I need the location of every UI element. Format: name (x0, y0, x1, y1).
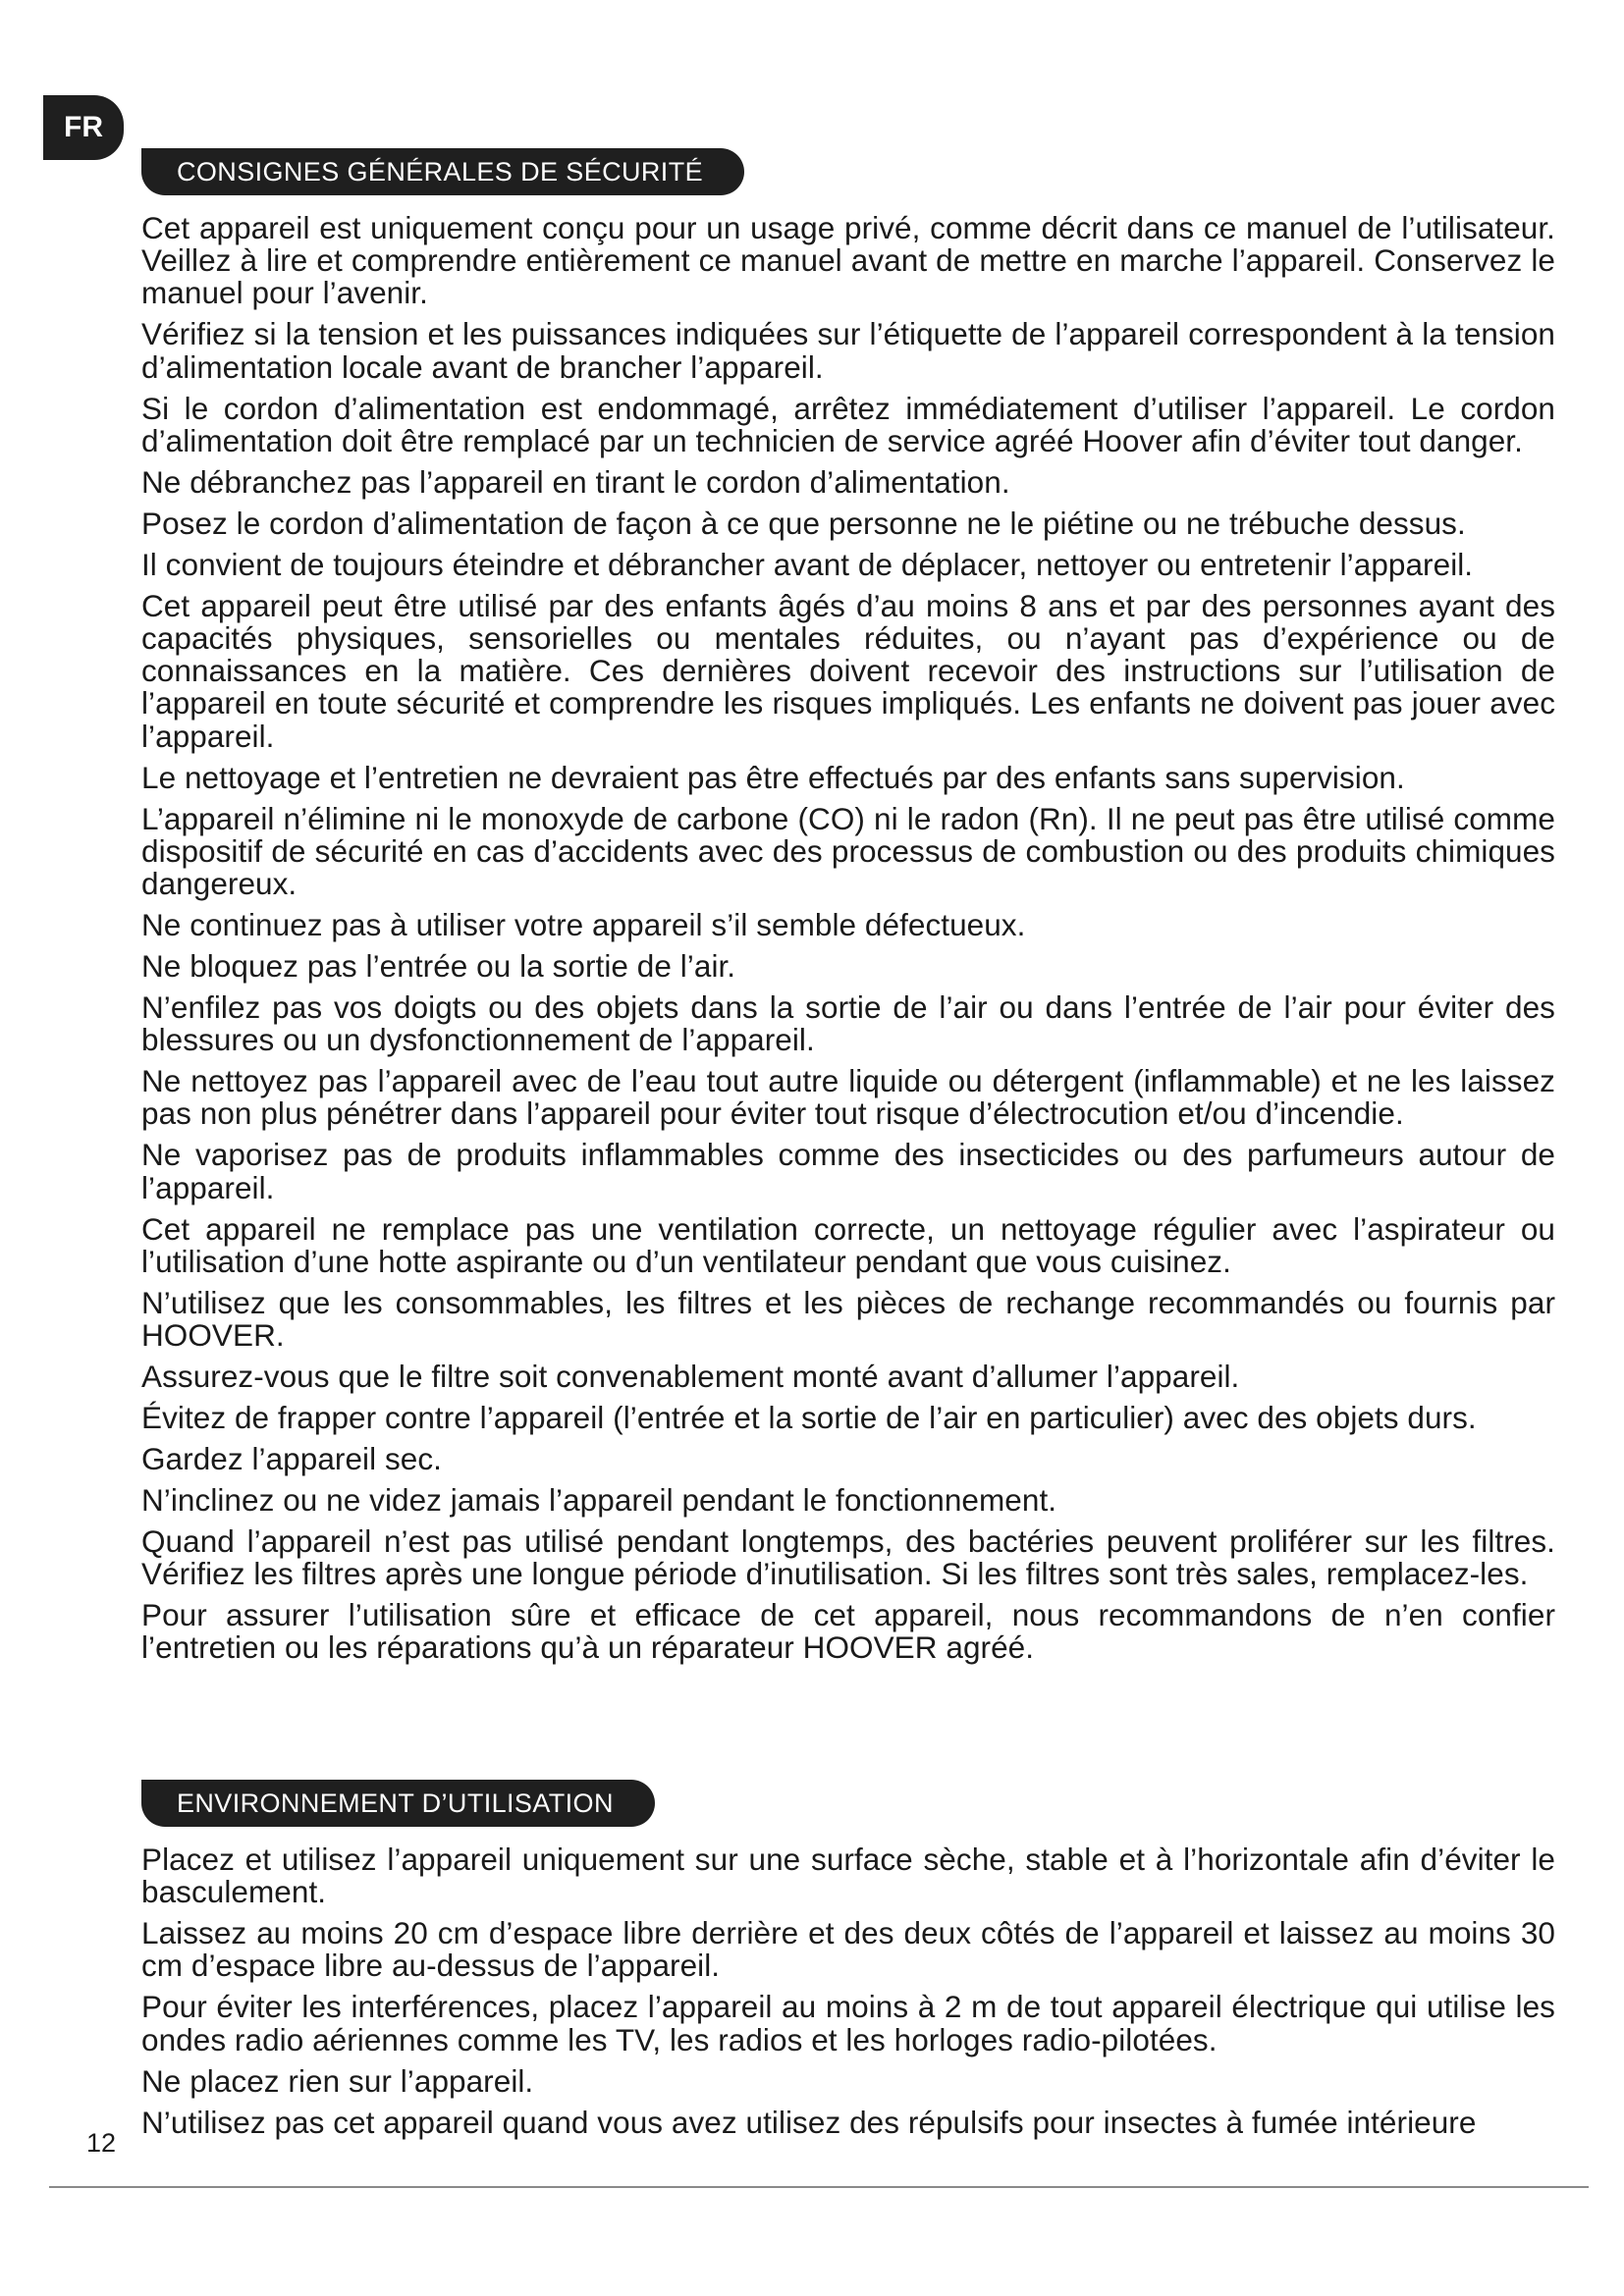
paragraph: Ne placez rien sur l’appareil. (141, 2062, 534, 2099)
paragraph: Laissez au moins 20 cm d’espace libre derrière et des deux côtés de l’appareil et laissez au moins 30 cm d’espace libre au-dessus de l’appareil. (141, 1915, 1555, 1984)
paragraph: Cet appareil peut être utilisé par des enfants âgés d’au moins 8 ans et par des personnes ayant des capacités physiques, sensorielles ou mentales réduites, ou n’ayant pas d’expérience ou de connaissances en la matière. Ces dernières doivent recevoir des instructions sur l’utilisation de l’appareil en toute sécurité et comprendre les risques impliqués. Les enfants ne doivent pas jouer avec l’appareil. (141, 587, 1555, 754)
page-number: 12 (86, 2128, 117, 2158)
paragraph: Vérifiez si la tension et les puissances indiquées sur l’étiquette de l’appareil correspondent à la tension d’alimentation locale avant de brancher l’appareil. (141, 316, 1555, 385)
paragraph: Cet appareil est uniquement conçu pour un usage privé, comme décrit dans ce manuel de l’utilisateur. Veillez à lire et comprendre entièrement ce manuel avant de mettre en marche l’appareil. Conservez le manuel pour l’avenir. (141, 210, 1555, 311)
section-usage-environment (141, 1780, 1555, 2148)
paragraph: Ne continuez pas à utiliser votre appareil s’il semble défectueux. (141, 907, 1026, 943)
section-body (141, 212, 1555, 1665)
paragraph: Cet appareil ne remplace pas une ventilation correcte, un nettoyage régulier avec l’aspirateur ou l’utilisation d’une hotte aspirante ou d’un ventilateur pendant que vous cuisinez. (141, 1210, 1555, 1279)
paragraph: L’appareil n’élimine ni le monoxyde de carbone (CO) ni le radon (Rn). Il ne peut pas être utilisé comme dispositif de sécurité en cas d’accidents avec des processus de combustion ou des produits chimiques dangereux. (141, 800, 1555, 902)
paragraph: Ne nettoyez pas l’appareil avec de l’eau tout autre liquide ou détergent (inflammable) et ne les laissez pas non plus pénétrer dans l’appareil pour éviter tout risque d’électrocution et/ou d’incendie. (141, 1063, 1555, 1132)
paragraph: Pour éviter les interférences, placez l’appareil au moins à 2 m de tout appareil électrique qui utilise les ondes radio aériennes comme les TV, les radios et les horloges radio-pilotées. (141, 1989, 1555, 2057)
paragraph: N’utilisez pas cet appareil quand vous avez utilisez des répulsifs pour insectes à fumée intérieure (141, 2104, 1477, 2140)
section-heading: ENVIRONNEMENT D’UTILISATION (141, 1780, 655, 1827)
language-tab: FR (43, 95, 124, 160)
paragraph: N’utilisez que les consommables, les filtres et les pièces de rechange recommandés ou fournis par HOOVER. (141, 1284, 1555, 1354)
paragraph: Il convient de toujours éteindre et débrancher avant de déplacer, nettoyer ou entretenir l’appareil. (141, 546, 1474, 582)
paragraph: Ne bloquez pas l’entrée ou la sortie de l’air. (141, 948, 736, 985)
paragraph: Placez et utilisez l’appareil uniquement sur une surface sèche, stable et à l’horizontale afin d’éviter le basculement. (141, 1842, 1555, 1910)
section-general-safety (141, 148, 1555, 1673)
paragraph: Le nettoyage et l’entretien ne devraient pas être effectués par des enfants sans supervision. (141, 759, 1405, 795)
paragraph: N’enfilez pas vos doigts ou des objets dans la sortie de l’air ou dans l’entrée de l’air pour éviter des blessures ou un dysfonctionnement de l’appareil. (141, 989, 1555, 1058)
paragraph: Posez le cordon d’alimentation de façon à ce que personne ne le piétine ou ne trébuche dessus. (141, 505, 1466, 541)
section-heading: CONSIGNES GÉNÉRALES DE SÉCURITÉ (141, 148, 744, 195)
paragraph: Ne débranchez pas l’appareil en tirant le cordon d’alimentation. (141, 463, 1010, 500)
footer-divider (49, 2186, 1589, 2188)
paragraph: Évitez de frapper contre l’appareil (l’entrée et la sortie de l’air en particulier) avec des objets durs. (141, 1400, 1477, 1436)
section-body (141, 1843, 1555, 2139)
paragraph: Assurez-vous que le filtre soit convenablement monté avant d’allumer l’appareil. (141, 1359, 1240, 1395)
paragraph: Gardez l’appareil sec. (141, 1441, 442, 1477)
paragraph: Si le cordon d’alimentation est endommagé, arrêtez immédiatement d’utiliser l’appareil. Le cordon d’alimentation doit être remplacé par un technicien de service agréé Hoover afin d’éviter tout danger. (141, 390, 1555, 458)
paragraph: N’inclinez ou ne videz jamais l’appareil pendant le fonctionnement. (141, 1482, 1057, 1519)
paragraph: Pour assurer l’utilisation sûre et efficace de cet appareil, nous recommandons de n’en confier l’entretien ou les réparations qu’à un réparateur HOOVER agréé. (141, 1597, 1555, 1666)
paragraph: Ne vaporisez pas de produits inflammables comme des insecticides ou des parfumeurs autour de l’appareil. (141, 1137, 1555, 1205)
paragraph: Quand l’appareil n’est pas utilisé pendant longtemps, des bactéries peuvent proliférer sur les filtres. Vérifiez les filtres après une longue période d’inutilisation. Si les filtres sont très sales, remplacez-les. (141, 1523, 1555, 1592)
